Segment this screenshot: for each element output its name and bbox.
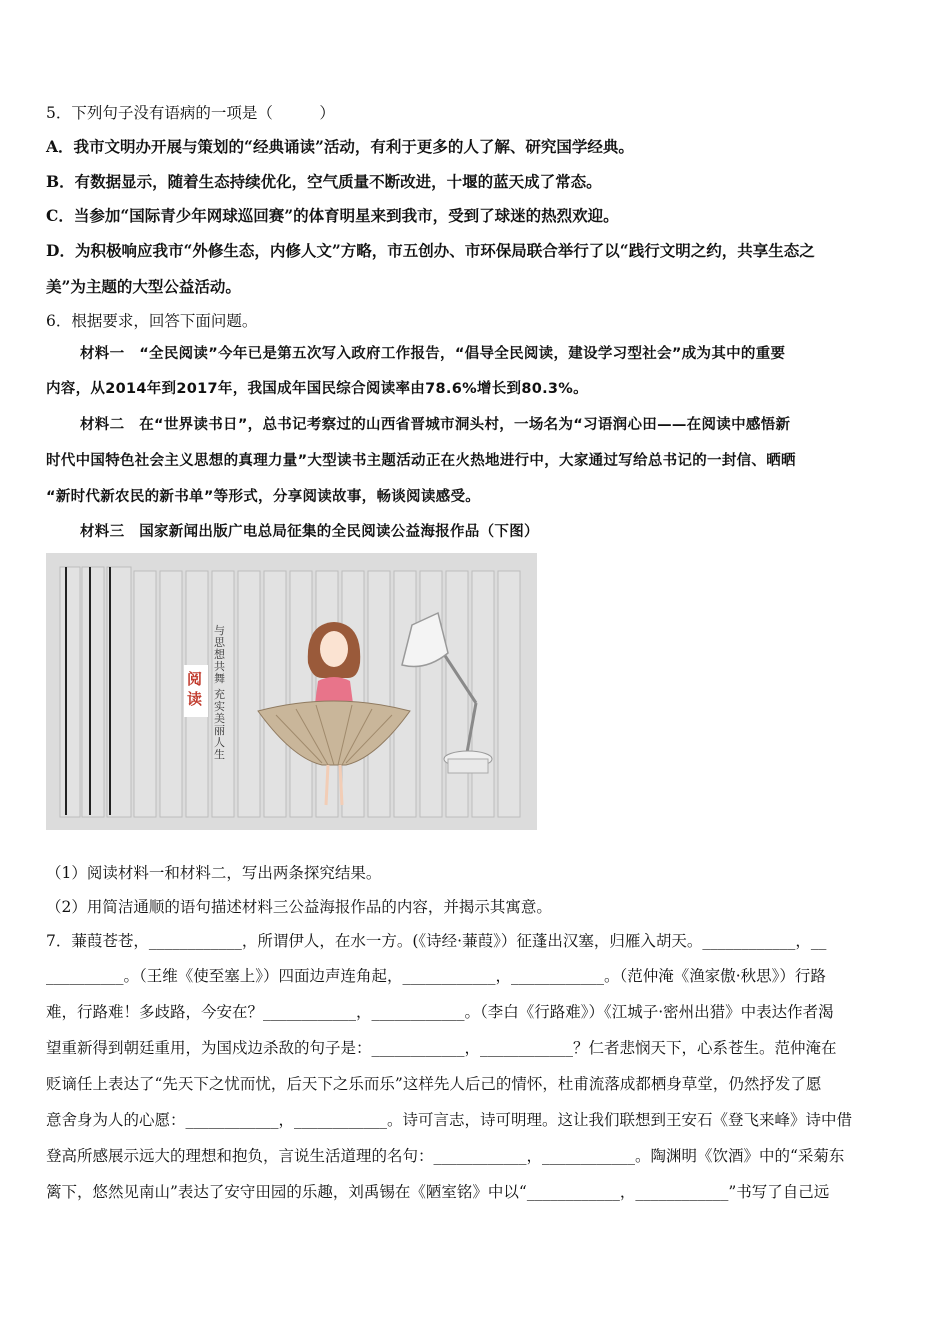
q5-option-b: B．有数据显示，随着生态持续优化，空气质量不断改进，十堰的蓝天成了常态。 bbox=[46, 172, 602, 191]
q5-stem: 5．下列句子没有语病的一项是（ ） bbox=[46, 104, 335, 122]
q6-material-2: 材料二 在“世界读书日”，总书记考察过的山西省晋城市洞头村，一场名为“习语润心田——在阅读中感悟新 bbox=[80, 417, 791, 433]
q5-option-a: A．我市文明办开展与策划的“经典诵读”活动，有利于更多的人了解、研究国学经典。 bbox=[46, 137, 634, 156]
poster-title: 阅读 bbox=[187, 670, 203, 708]
poster-illustration bbox=[46, 553, 537, 830]
poster-slogan-b: 充实美丽人生 bbox=[214, 688, 225, 761]
q7-line-7: 登高所感展示远大的理想和抱负，言说生活道理的名句：____________，____________。陶渊明《饮酒》中的“采菊东 bbox=[46, 1147, 845, 1165]
q6-subquestion-2: （2）用简洁通顺的语句描述材料三公益海报作品的内容，并揭示其寓意。 bbox=[46, 898, 552, 916]
q6-stem: 6．根据要求，回答下面问题。 bbox=[46, 312, 258, 330]
q7-line-2: __________。（王维《使至塞上》）四面边声连角起，____________，____________。（范仲淹《渔家傲·秋思》）行路 bbox=[46, 967, 826, 985]
q6-material-2-cont: 时代中国特色社会主义思想的真理力量”大型读书主题活动正在火热地进行中，大家通过写给总书记的一封信、晒晒 bbox=[46, 453, 796, 469]
q7-line-5: 贬谪任上表达了“先天下之忧而忧，后天下之乐而乐”这样先人后己的情怀，杜甫流落成都栖身草堂，仍然抒发了愿 bbox=[46, 1075, 822, 1093]
q7-line-1: 7．蒹葭苍苍，____________，所谓伊人，在水一方。(《诗经·蒹葭》）征蓬出汉塞，归雁入胡天。____________，__ bbox=[46, 932, 827, 950]
q5-option-c: C．当参加“国际青少年网球巡回赛”的体育明星来到我市，受到了球迷的热烈欢迎。 bbox=[46, 206, 619, 225]
q7-line-3: 难，行路难！多歧路，今安在？____________，____________。（李白《行路难》）《江城子·密州出猎》中表达作者渴 bbox=[46, 1003, 834, 1021]
q6-material-1: 材料一 “全民阅读”今年已是第五次写入政府工作报告，“倡导全民阅读，建设学习型社会”成为其中的重要 bbox=[80, 346, 786, 362]
q5-option-d: D．为积极响应我市“外修生态，内修人文”方略，市五创办、市环保局联合举行了以“践行文明之约，共享生态之 bbox=[46, 241, 815, 260]
q6-subquestion-1: （1）阅读材料一和材料二，写出两条探究结果。 bbox=[46, 864, 382, 882]
poster-slogan-a: 与思想共舞 bbox=[214, 624, 225, 685]
q5-option-d-cont: 美”为主题的大型公益活动。 bbox=[46, 277, 241, 296]
q6-material-3: 材料三 国家新闻出版广电总局征集的全民阅读公益海报作品（下图） bbox=[80, 524, 539, 540]
reading-poster-image bbox=[46, 553, 537, 830]
q7-line-6: 意舍身为人的心愿：____________，____________。诗可言志，诗可明理。这让我们联想到王安石《登飞来峰》诗中借 bbox=[46, 1111, 853, 1129]
q6-material-1-cont: 内容，从2014年到2017年，我国成年国民综合阅读率由78.6%增长到80.3%。 bbox=[46, 381, 588, 397]
q7-line-8: 篱下，悠然见南山”表达了安守田园的乐趣，刘禹锡在《陋室铭》中以“____________，____________”书写了自己远 bbox=[46, 1183, 830, 1201]
q6-material-2-cont2: “新时代新农民的新书单”等形式，分享阅读故事，畅谈阅读感受。 bbox=[46, 489, 481, 505]
q7-line-4: 望重新得到朝廷重用，为国戍边杀敌的句子是：____________，____________？仁者悲悯天下，心系苍生。范仲淹在 bbox=[46, 1039, 837, 1057]
